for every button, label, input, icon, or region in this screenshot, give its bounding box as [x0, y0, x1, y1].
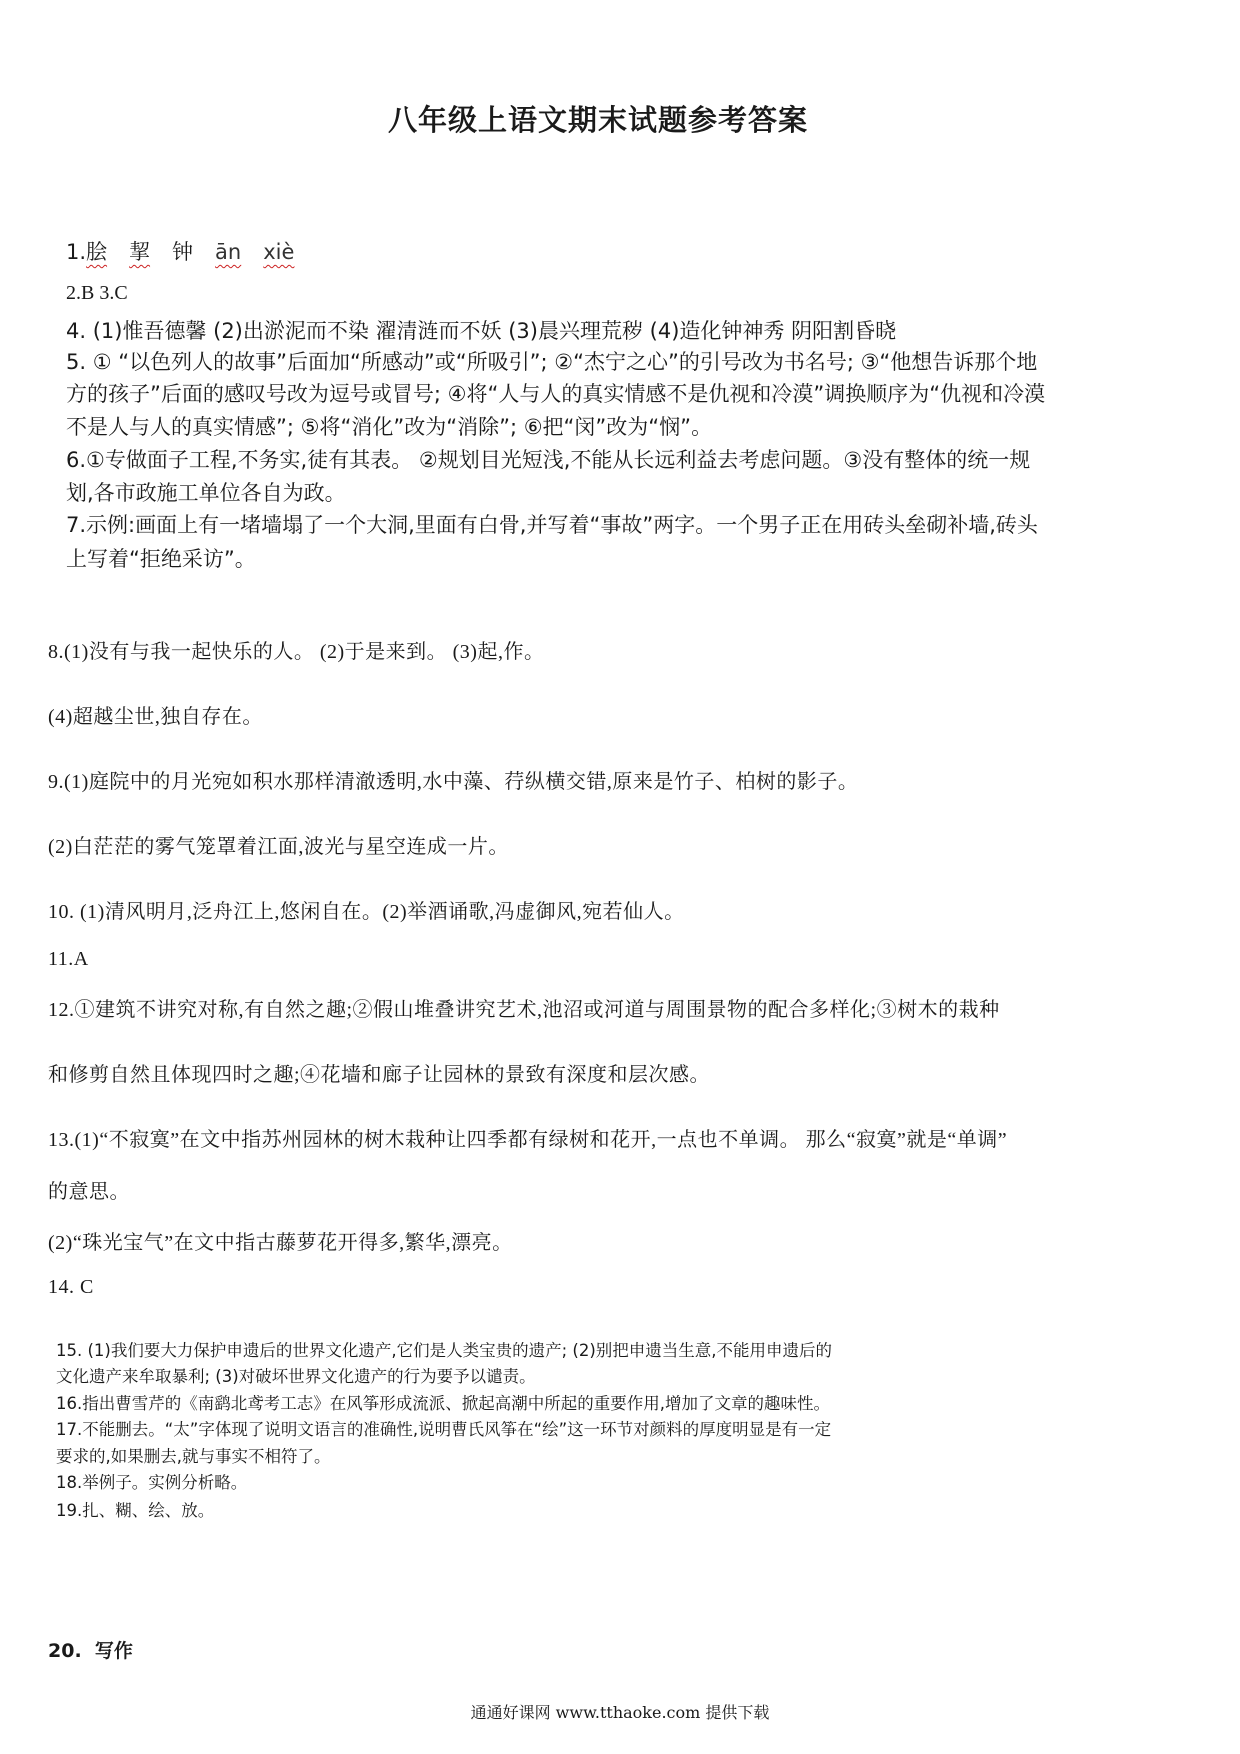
answer-7-line-2: 上写着“拒绝采访”。	[66, 547, 256, 571]
footer-credit: 通通好课网 www.tthaoke.com 提供下载	[470, 1703, 770, 1722]
answer-16: 16.指出曹雪芹的《南鹞北鸢考工志》在风筝形成流派、掀起高潮中所起的重要作用,增加了文章的趣味性。	[56, 1394, 830, 1413]
answer-7-line-1: 7.示例:画面上有一堵墙塌了一个大洞,里面有白骨,并写着“事故”两字。一个男子正在用砖头垒砌补墙,砖头	[66, 513, 1038, 537]
answer-1-pinyin-1: ān	[215, 240, 242, 264]
answer-19: 19.扎、糊、绘、放。	[56, 1501, 215, 1520]
answer-20-number: 20.	[48, 1640, 82, 1662]
answer-18: 18.举例子。实例分析略。	[56, 1473, 248, 1492]
answer-1-number: 1.	[66, 240, 87, 264]
answer-1-pinyin-2: xiè	[263, 240, 295, 264]
answer-20	[48, 1636, 133, 1663]
answer-6-line-2: 划,各市政施工单位各自为政。	[66, 481, 346, 505]
answer-5-line-1: 5. ① “以色列人的故事”后面加“所感动”或“所吸引”; ②“杰宁之心”的引号改为书名号; ③“他想告诉那个地	[66, 350, 1038, 374]
answer-13-line-2: 的意思。	[48, 1181, 130, 1203]
answer-15-line-1: 15. (1)我们要大力保护申遗后的世界文化遗产,它们是人类宝贵的遗产; (2)别把申遗当生意,不能用申遗后的	[56, 1341, 833, 1360]
answer-13-line-3: (2)“珠光宝气”在文中指古藤萝花开得多,繁华,漂亮。	[48, 1232, 513, 1254]
answer-5-line-3: 不是人与人的真实情感”; ⑤将“消化”改为“消除”; ⑥把“闵”改为“悯”。	[66, 415, 713, 439]
answer-4: 4. (1)惟吾德馨 (2)出淤泥而不染 濯清涟而不妖 (3)晨兴理荒秽 (4)造化钟神秀 阴阳割昏晓	[66, 319, 897, 343]
answer-15-line-2: 文化遗产来牟取暴利; (3)对破坏世界文化遗产的行为要予以谴责。	[56, 1367, 536, 1386]
page-title: 八年级上语文期末试题参考答案	[388, 103, 809, 137]
answer-17-line-2: 要求的,如果删去,就与事实不相符了。	[56, 1447, 331, 1466]
answer-6-line-1: 6.①专做面子工程,不务实,徒有其表。 ②规划目光短浅,不能从长远利益去考虑问题。③没有整体的统一规	[66, 448, 1031, 472]
answer-5-line-2: 方的孩子”后面的感叹号改为逗号或冒号; ④将“人与人的真实情感不是仇视和冷漠”调换顺序为“仇视和冷漠	[66, 382, 1046, 406]
answer-1	[66, 236, 294, 266]
answer-12-line-1: 12.①建筑不讲究对称,有自然之趣;②假山堆叠讲究艺术,池沼或河道与周围景物的配合多样化;③树木的栽种	[48, 999, 1000, 1021]
answer-14: 14. C	[48, 1276, 94, 1298]
answer-9-line-2: (2)白茫茫的雾气笼罩着江面,波光与星空连成一片。	[48, 836, 509, 858]
answer-8-line-1: 8.(1)没有与我一起快乐的人。 (2)于是来到。 (3)起,作。	[48, 641, 545, 663]
answer-8-line-2: (4)超越尘世,独自存在。	[48, 706, 263, 728]
answer-1-word-3: 钟	[172, 240, 194, 264]
answer-9-line-1: 9.(1)庭院中的月光宛如积水那样清澈透明,水中藻、荇纵横交错,原来是竹子、柏树的影子。	[48, 771, 859, 793]
answer-2-3: 2.B 3.C	[66, 282, 128, 304]
answer-13-line-1: 13.(1)“不寂寞”在文中指苏州园林的树木栽种让四季都有绿树和花开,一点也不单调。 那么“寂寞”就是“单调”	[48, 1129, 1008, 1151]
answer-10: 10. (1)清风明月,泛舟江上,悠闲自在。(2)举酒诵歌,冯虚御风,宛若仙人。	[48, 901, 685, 923]
answer-20-label: 写作	[94, 1640, 133, 1662]
answer-11: 11.A	[48, 948, 89, 970]
answer-1-word-1: 脍	[86, 240, 108, 264]
answer-17-line-1: 17.不能删去。“太”字体现了说明文语言的准确性,说明曹氏风筝在“绘”这一环节对颜料的厚度明显是有一定	[56, 1420, 832, 1439]
answer-12-line-2: 和修剪自然且体现四时之趣;④花墙和廊子让园林的景致有深度和层次感。	[48, 1064, 711, 1086]
answer-1-word-2: 挈	[129, 240, 151, 264]
